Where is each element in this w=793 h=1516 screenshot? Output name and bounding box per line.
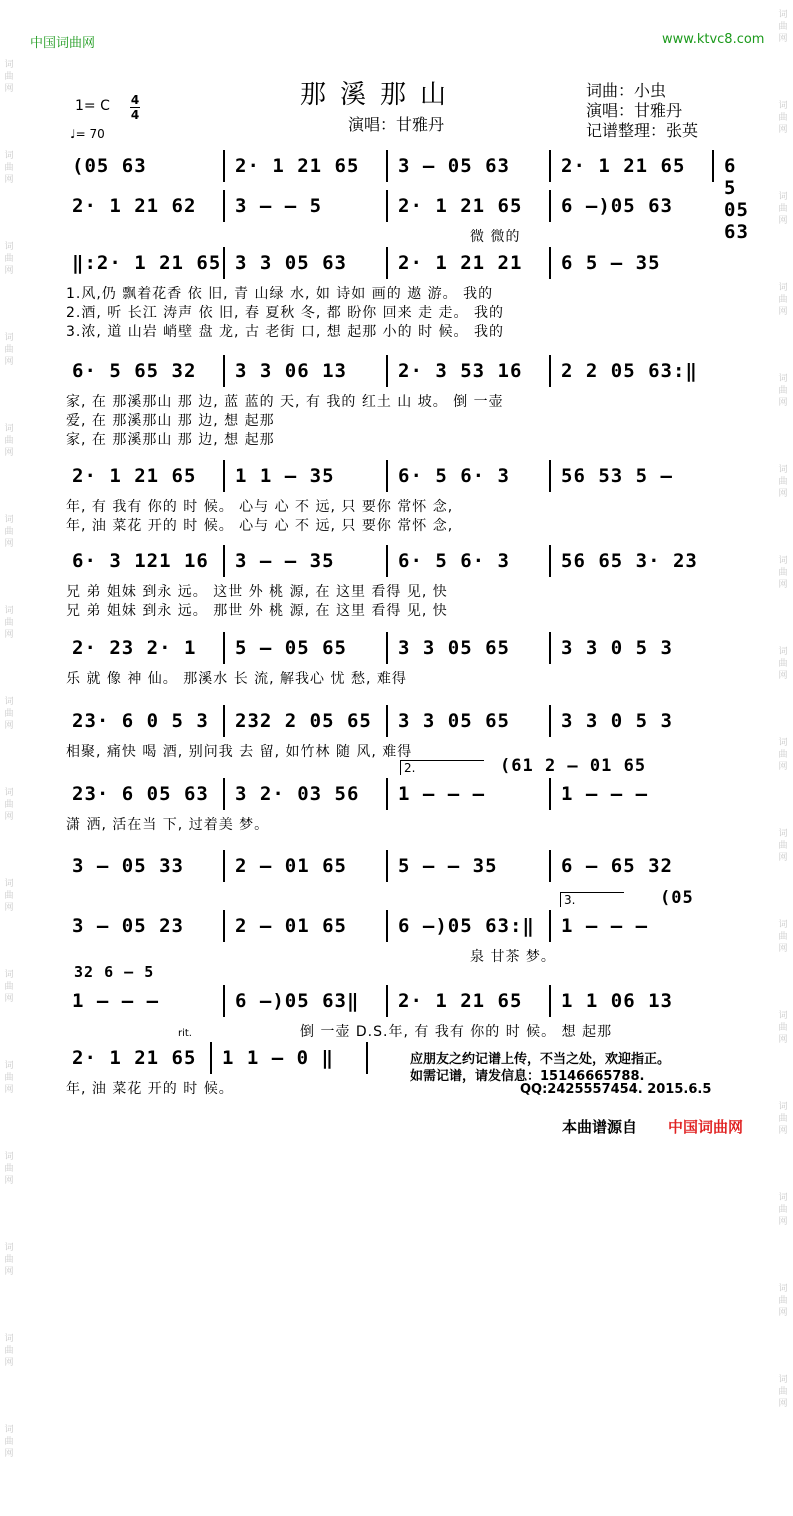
watermark-char: 词: [778, 829, 788, 839]
watermark-char: 曲: [4, 72, 14, 82]
watermark-char: 词: [778, 283, 788, 293]
watermark-char: 词: [4, 333, 14, 343]
watermark-char: 网: [4, 903, 14, 913]
measure: 3 — — 35: [235, 550, 335, 572]
watermark-char: 曲: [4, 436, 14, 446]
watermark-char: 曲: [4, 254, 14, 264]
measure: 1 1 — 0 ‖: [222, 1047, 334, 1069]
lyric-line: 3.浓, 道 山岩 峭壁 盘 龙, 古 老街 口, 想 起那 小的 时 候。 我的: [66, 324, 505, 340]
watermark-char: 网: [778, 762, 788, 772]
bar-line: [712, 150, 714, 182]
measure: 3 3 05 65: [398, 710, 510, 732]
key-signature: 1= C: [75, 98, 110, 114]
watermark-char: 曲: [4, 527, 14, 537]
watermark-char: 词: [778, 1011, 788, 1021]
measure: 1 1 — 35: [235, 465, 335, 487]
watermark-char: 网: [4, 721, 14, 731]
score-staff: [66, 545, 721, 579]
score-staff: [66, 910, 721, 944]
bar-line: [549, 355, 551, 387]
lyric-line: 乐 就 像 神 仙。 那溪水 长 流, 解我心 忧 愁, 难得: [66, 671, 407, 687]
watermark-char: 词: [778, 556, 788, 566]
watermark-char: 网: [4, 357, 14, 367]
tempo-marking: ♩= 70: [70, 127, 105, 141]
watermark-char: 网: [4, 630, 14, 640]
lyric-line: 潇 洒, 活在当 下, 过着美 梦。: [66, 817, 270, 833]
watermark-char: 曲: [4, 1346, 14, 1356]
watermark-char: 网: [778, 1399, 788, 1409]
lyric-line: 年, 油 菜花 开的 时 候。: [66, 1081, 234, 1097]
watermark-char: 词: [778, 374, 788, 384]
measure: 6 —)05 63‖: [235, 990, 360, 1012]
measure: 23· 6 05 63: [72, 783, 209, 805]
bar-line: [549, 190, 551, 222]
meter-bottom: 4: [130, 108, 140, 122]
watermark-char: 词: [778, 10, 788, 20]
watermark-char: 曲: [4, 800, 14, 810]
watermark-char: 词: [778, 1193, 788, 1203]
measure: 3 2· 03 56: [235, 783, 360, 805]
watermark-char: 网: [778, 853, 788, 863]
bar-line: [549, 985, 551, 1017]
measure: 6 5 05 63: [724, 155, 749, 243]
watermark-char: 网: [4, 448, 14, 458]
bar-line: [386, 460, 388, 492]
measure: 6 —)05 63:‖: [398, 915, 535, 937]
source-site-link[interactable]: 中国词曲网: [668, 1118, 744, 1136]
bar-line: [549, 705, 551, 737]
score-staff: [66, 705, 721, 739]
score-staff: [66, 632, 721, 666]
bar-line: [549, 632, 551, 664]
measure: 2 2 05 63:‖: [561, 360, 698, 382]
song-title: 那溪那山: [300, 80, 461, 110]
watermark-char: 网: [778, 398, 788, 408]
bar-line: [386, 985, 388, 1017]
measure: 2· 3 53 16: [398, 360, 523, 382]
watermark-char: 曲: [778, 1387, 788, 1397]
measure: 23· 6 0 5 3: [72, 710, 209, 732]
measure: ‖:2· 1 21 65: [72, 252, 222, 274]
measure: 5 — — 35: [398, 855, 498, 877]
watermark-char: 词: [4, 879, 14, 889]
watermark-char: 曲: [4, 1073, 14, 1083]
watermark-char: 曲: [778, 568, 788, 578]
watermark-char: 词: [778, 647, 788, 657]
watermark-char: 曲: [778, 841, 788, 851]
measure: 2· 1 21 21: [398, 252, 523, 274]
watermark-char: 词: [778, 1102, 788, 1112]
watermark-char: 网: [4, 539, 14, 549]
bar-line: [386, 632, 388, 664]
bar-line: [223, 190, 225, 222]
volta-bracket: 3.: [560, 892, 624, 907]
watermark-char: 词: [4, 60, 14, 70]
watermark-char: 曲: [778, 1205, 788, 1215]
lyric-line: 微 微的: [470, 229, 521, 245]
lyric-line: 1.风,仍 飘着花香 依 旧, 青 山绿 水, 如 诗如 画的 遨 游。 我的: [66, 286, 494, 302]
watermark-char: 网: [778, 307, 788, 317]
measure: 2· 1 21 65: [72, 1047, 197, 1069]
watermark-right: [776, 10, 790, 1466]
measure: 2 — 01 65: [235, 855, 347, 877]
measure: 1 1 06 13: [561, 990, 673, 1012]
bar-line: [210, 1042, 212, 1074]
watermark-char: 网: [4, 1358, 14, 1368]
measure: 3 3 05 65: [398, 637, 510, 659]
watermark-char: 网: [4, 994, 14, 1004]
watermark-char: 词: [4, 1334, 14, 1344]
watermark-char: 词: [4, 1425, 14, 1435]
score-staff: [66, 190, 721, 224]
watermark-char: 网: [778, 1217, 788, 1227]
lyric-line: 年, 有 我有 你的 时 候。 心与 心 不 远, 只 要你 常怀 念,: [66, 499, 454, 515]
measure: 2· 1 21 65: [235, 155, 360, 177]
bar-line: [223, 985, 225, 1017]
bar-line: [386, 778, 388, 810]
watermark-char: 曲: [4, 709, 14, 719]
site-name-left[interactable]: 中国词曲网: [30, 36, 96, 51]
score-staff: [66, 985, 721, 1019]
watermark-char: 词: [778, 1375, 788, 1385]
measure: 6 — 65 32: [561, 855, 673, 877]
bar-line: [549, 910, 551, 942]
bar-line: [386, 545, 388, 577]
lyric-line: 家, 在 那溪那山 那 边, 蓝 蓝的 天, 有 我的 红土 山 坡。 倒 一壶: [66, 394, 504, 410]
measure: 3 3 0 5 3: [561, 710, 673, 732]
watermark-left: [2, 60, 16, 1516]
site-url-right[interactable]: www.ktvc8.com: [662, 32, 765, 47]
watermark-char: 词: [4, 1152, 14, 1162]
measure: 6· 5 65 32: [72, 360, 197, 382]
measure: 2· 23 2· 1: [72, 637, 197, 659]
watermark-char: 词: [4, 788, 14, 798]
measure: 6 5 — 35: [561, 252, 661, 274]
bar-line: [223, 460, 225, 492]
bar-line: [223, 545, 225, 577]
bar-line: [386, 150, 388, 182]
bar-line: [549, 460, 551, 492]
watermark-char: 曲: [4, 1437, 14, 1447]
watermark-char: 词: [4, 1243, 14, 1253]
watermark-char: 词: [4, 242, 14, 252]
measure: 1 — — —: [398, 783, 486, 805]
measure: 2 — 01 65: [235, 915, 347, 937]
rit-marking: rit.: [178, 1028, 192, 1039]
watermark-char: 曲: [4, 1164, 14, 1174]
watermark-char: 词: [4, 970, 14, 980]
watermark-char: 曲: [778, 477, 788, 487]
watermark-char: 网: [4, 266, 14, 276]
watermark-char: 词: [4, 424, 14, 434]
measure: 2· 1 21 65: [561, 155, 686, 177]
measure: 232 2 05 65: [235, 710, 372, 732]
lyric-line: 相聚, 痛快 喝 酒, 别问我 去 留, 如竹林 随 风, 难得: [66, 744, 413, 760]
score-staff: [66, 247, 721, 281]
upper-notes: (05: [660, 888, 694, 908]
bar-line: [386, 850, 388, 882]
watermark-char: 词: [4, 697, 14, 707]
watermark-char: 词: [4, 151, 14, 161]
measure: 6· 3 121 16: [72, 550, 209, 572]
measure: 6· 5 6· 3: [398, 550, 510, 572]
score-staff: [66, 460, 721, 494]
lyric-line: 2.酒, 听 长江 涛声 依 旧, 春 夏秋 冬, 都 盼你 回来 走 走。 我的: [66, 305, 505, 321]
watermark-char: 曲: [778, 1023, 788, 1033]
bar-line: [223, 850, 225, 882]
info-line-2: 如需记谱，请发信息：15146665788.: [410, 1069, 645, 1084]
watermark-char: 词: [4, 606, 14, 616]
watermark-char: 网: [4, 1267, 14, 1277]
upper-notes: 32 6 — 5: [74, 963, 155, 981]
bar-line: [386, 355, 388, 387]
bar-line: [549, 778, 551, 810]
lyric-line: 爱, 在 那溪那山 那 边, 想 起那: [66, 413, 275, 429]
watermark-char: 网: [778, 1035, 788, 1045]
watermark-char: 曲: [778, 295, 788, 305]
watermark-char: 网: [778, 489, 788, 499]
watermark-char: 词: [778, 465, 788, 475]
watermark-char: 网: [778, 580, 788, 590]
measure: 56 53 5 —: [561, 465, 673, 487]
watermark-char: 曲: [4, 1255, 14, 1265]
watermark-char: 网: [778, 1308, 788, 1318]
measure: 3 — — 5: [235, 195, 323, 217]
watermark-char: 曲: [778, 750, 788, 760]
watermark-char: 网: [4, 1449, 14, 1459]
bar-line: [386, 247, 388, 279]
measure: 3 — 05 23: [72, 915, 184, 937]
watermark-char: 网: [778, 125, 788, 135]
watermark-char: 曲: [778, 932, 788, 942]
time-signature: [130, 94, 140, 121]
volta-bracket: 2.: [400, 760, 484, 775]
lyric-line: 兄 弟 姐妹 到永 远。 那世 外 桃 源, 在 这里 看得 见, 快: [66, 603, 448, 619]
watermark-char: 曲: [778, 659, 788, 669]
watermark-char: 词: [4, 515, 14, 525]
measure: 3 — 05 63: [398, 155, 510, 177]
lyric-line: 倒 一壶 D.S.年, 有 我有 你的 时 候。 想 起那: [300, 1024, 613, 1040]
watermark-char: 网: [778, 1126, 788, 1136]
bar-line: [223, 778, 225, 810]
watermark-char: 网: [4, 175, 14, 185]
info-line-3: QQ:2425557454. 2015.6.5: [520, 1082, 712, 1097]
measure: 2· 1 21 65: [398, 990, 523, 1012]
watermark-char: 网: [4, 812, 14, 822]
watermark-char: 网: [778, 671, 788, 681]
measure: 3 3 05 63: [235, 252, 347, 274]
measure: 2· 1 21 65: [72, 465, 197, 487]
bar-line: [386, 705, 388, 737]
watermark-char: 网: [4, 1085, 14, 1095]
watermark-char: 曲: [4, 618, 14, 628]
watermark-char: 词: [778, 738, 788, 748]
credit-transcriber: 记谱整理：张英: [586, 121, 699, 140]
singer-label: 演唱：甘雅丹: [348, 115, 445, 134]
watermark-char: 曲: [4, 163, 14, 173]
measure: 56 65 3· 23: [561, 550, 698, 572]
watermark-char: 曲: [4, 345, 14, 355]
measure: 6 —)05 63: [561, 195, 673, 217]
watermark-char: 词: [778, 101, 788, 111]
score-staff: [66, 355, 721, 389]
lyric-line: 泉 甘茶 梦。: [470, 949, 556, 965]
bar-line: [223, 632, 225, 664]
watermark-char: 网: [4, 1176, 14, 1186]
bar-line: [223, 150, 225, 182]
watermark-char: 曲: [778, 386, 788, 396]
bar-line: [366, 1042, 368, 1074]
bar-line: [549, 150, 551, 182]
bar-line: [223, 910, 225, 942]
measure: 1 — — —: [72, 990, 160, 1012]
watermark-char: 曲: [778, 113, 788, 123]
measure: 3 — 05 33: [72, 855, 184, 877]
measure: 5 — 05 65: [235, 637, 347, 659]
upper-notes: (61 2 — 01 65: [500, 756, 647, 776]
bar-line: [223, 705, 225, 737]
bar-line: [223, 355, 225, 387]
bar-line: [386, 910, 388, 942]
measure: 2· 1 21 65: [398, 195, 523, 217]
lyric-line: 家, 在 那溪那山 那 边, 想 起那: [66, 432, 275, 448]
source-label: 本曲谱源自: [562, 1118, 638, 1136]
bar-line: [549, 850, 551, 882]
info-line-1: 应朋友之约记谱上传，不当之处，欢迎指正。: [410, 1052, 671, 1067]
measure: 3 3 06 13: [235, 360, 347, 382]
watermark-char: 曲: [778, 1296, 788, 1306]
measure: 6· 5 6· 3: [398, 465, 510, 487]
watermark-char: 曲: [4, 891, 14, 901]
score-staff: [66, 850, 721, 884]
watermark-char: 曲: [778, 22, 788, 32]
lyric-line: 年, 油 菜花 开的 时 候。 心与 心 不 远, 只 要你 常怀 念,: [66, 518, 454, 534]
bar-line: [549, 247, 551, 279]
score-staff: [66, 778, 721, 812]
measure: 1 — — —: [561, 783, 649, 805]
bar-line: [549, 545, 551, 577]
watermark-char: 曲: [778, 204, 788, 214]
meter-top: 4: [130, 93, 140, 107]
watermark-char: 词: [778, 920, 788, 930]
measure: (05 63: [72, 155, 147, 177]
watermark-char: 网: [778, 34, 788, 44]
watermark-char: 词: [778, 1284, 788, 1294]
measure: 1 — — —: [561, 915, 649, 937]
measure: 2· 1 21 62: [72, 195, 197, 217]
watermark-char: 网: [778, 216, 788, 226]
watermark-char: 词: [778, 192, 788, 202]
credit-lyricist: 词曲：小虫: [586, 81, 667, 100]
lyric-line: 兄 弟 姐妹 到永 远。 这世 外 桃 源, 在 这里 看得 见, 快: [66, 584, 448, 600]
watermark-char: 词: [4, 1061, 14, 1071]
bar-line: [386, 190, 388, 222]
measure: 3 3 0 5 3: [561, 637, 673, 659]
watermark-char: 网: [778, 944, 788, 954]
credit-singer: 演唱：甘雅丹: [586, 101, 683, 120]
watermark-char: 曲: [778, 1114, 788, 1124]
bar-line: [223, 247, 225, 279]
watermark-char: 曲: [4, 982, 14, 992]
watermark-char: 网: [4, 84, 14, 94]
